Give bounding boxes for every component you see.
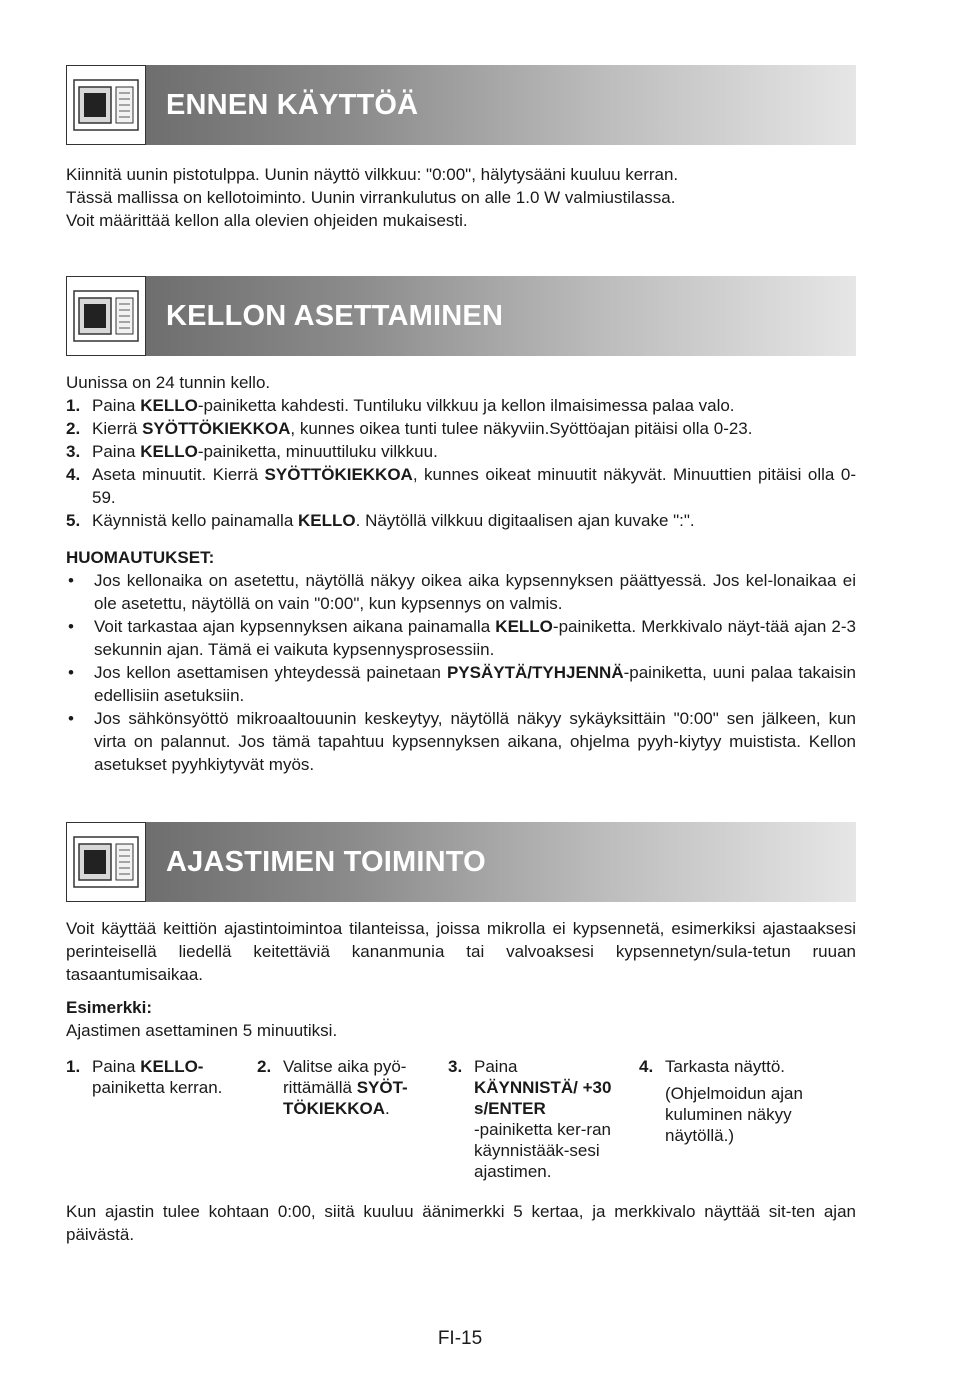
clock-instructions [66,371,856,776]
list-item [66,707,856,776]
step-number: 1. [66,1057,81,1076]
section-header-ennen-kayttoa [66,65,856,145]
note-text: Jos kellon asettamisen yhteydessä painetaan PYSÄYTÄ/TYHJENNÄ-painiketta, uuni palaa takaisin edellisiin asetuksiin. [94,663,856,705]
step-number: 3. [448,1057,463,1076]
example-heading: Esimerkki: [66,998,152,1017]
note-text: Jos sähkönsyöttö mikroaaltouunin keskeytyy, näytöllä näkyy sykäyksittäin "0:00" sen jälkeen, kun virta on palannut. Jos tämä tapahtuu kypsennyksen aikana, ohjelma pyyh-kiytyy muistista. Kellon asetukset pyyhkiytyvät myös. [94,709,856,774]
step-text: Paina KELLO-painiketta, minuuttiluku vilkkuu. [92,442,438,461]
list-item [66,463,856,509]
step-text: Paina KELLO-painiketta kahdesti. Tuntiluku vilkkuu ja kellon ilmaisimessa palaa valo. [92,396,735,415]
step-text: Tarkasta näyttö. (Ohjelmoidun ajan kuluminen näkyy näytöllä.) [665,1057,803,1145]
page-number: FI-15 [437,1328,483,1349]
timer-instructions [66,917,856,1042]
section-header-ajastimen-toiminto [66,822,856,902]
step-text: Paina KELLO- painiketta kerran. [92,1057,223,1097]
microwave-icon [66,822,146,902]
note-text: Jos kellonaika on asetettu, näytöllä näkyy oikea aika kypsennyksen päättyessä. Jos kel-lonaikaa ei ole asetettu, näytöllä on vain "0:00", kun kypsennys on valmis. [94,571,856,613]
section-title: AJASTIMEN TOIMINTO [146,822,856,902]
step-number: 2. [66,419,81,438]
intro-paragraph [66,163,856,232]
step-number: 3. [66,442,81,461]
list-item [66,569,856,615]
timer-step [448,1056,639,1182]
step-number: 1. [66,396,81,415]
intro-line: Kiinnitä uunin pistotulppa. Uunin näyttö vilkkuu: "0:00", hälytysääni kuuluu kerran. [66,165,679,184]
timer-step [257,1056,448,1182]
step-text: Kierrä SYÖTTÖKIEKKOA, kunnes oikea tunti tulee näkyviin.Syöttöajan pitäisi olla 0-23. [92,419,753,438]
list-item [66,440,856,463]
notes-heading: HUOMAUTUKSET: [66,548,215,567]
list-item [66,394,856,417]
microwave-icon [66,65,146,145]
intro-line: Voit määrittää kellon alla olevien ohjeiden mukaisesti. [66,211,468,230]
step-number: 2. [257,1057,272,1076]
outro-text: Kun ajastin tulee kohtaan 0:00, siitä kuuluu äänimerkki 5 kertaa, ja merkkivalo näyttää sit-ten ajan päivästä. [66,1202,856,1244]
clock-steps-list [66,394,856,532]
list-item [66,509,856,532]
step-number: 4. [639,1057,654,1076]
notes-list [66,569,856,776]
list-item [66,661,856,707]
bullet: • [68,663,74,682]
bullet: • [68,571,74,590]
bullet: • [68,709,74,728]
section-header-kellon-asettaminen [66,276,856,356]
timer-outro [66,1200,856,1246]
step-text: Valitse aika pyö-rittämällä SYÖT-TÖKIEKKOA. [283,1057,408,1118]
example-text: Ajastimen asettaminen 5 minuutiksi. [66,1021,338,1040]
bullet: • [68,617,74,636]
timer-step [66,1056,257,1182]
timer-steps [66,1056,856,1182]
step-number: 5. [66,511,81,530]
list-item [66,615,856,661]
note-text: Voit tarkastaa ajan kypsennyksen aikana painamalla KELLO-painiketta. Merkkivalo näyt-tää ajan 2-3 sekunnin ajan. Tämä ei vaikuta kypsennysprosessiin. [94,617,856,659]
timer-step [639,1056,830,1182]
step-text: Käynnistä kello painamalla KELLO. Näytöllä vilkkuu digitaalisen ajan kuvake ":". [92,511,695,530]
step-text: Paina KÄYNNISTÄ/ +30 s/ENTER -painiketta ker-ran käynnistääk-sesi ajastimen. [474,1057,612,1181]
microwave-icon [66,276,146,356]
timer-intro: Voit käyttää keittiön ajastintoimintoa tilanteissa, joissa mikrolla ei kypsennetä, esimerkiksi ajastaaksesi perinteisellä liedellä keitettäviä kananmunia tai valvoaksesi kypsennetyn/sula-tetun ruuan tasaantumisaikaa. [66,919,856,984]
section-title: ENNEN KÄYTTÖÄ [146,65,856,145]
section-title: KELLON ASETTAMINEN [146,276,856,356]
intro-line: Tässä mallissa on kellotoiminto. Uunin virrankulutus on alle 1.0 W valmiustilassa. [66,188,676,207]
list-item [66,417,856,440]
step-text: Aseta minuutit. Kierrä SYÖTTÖKIEKKOA, kunnes oikeat minuutit näkyvät. Minuuttien pitäisi olla 0-59. [92,465,856,507]
step-number: 4. [66,465,81,484]
clock-intro: Uunissa on 24 tunnin kello. [66,373,271,392]
